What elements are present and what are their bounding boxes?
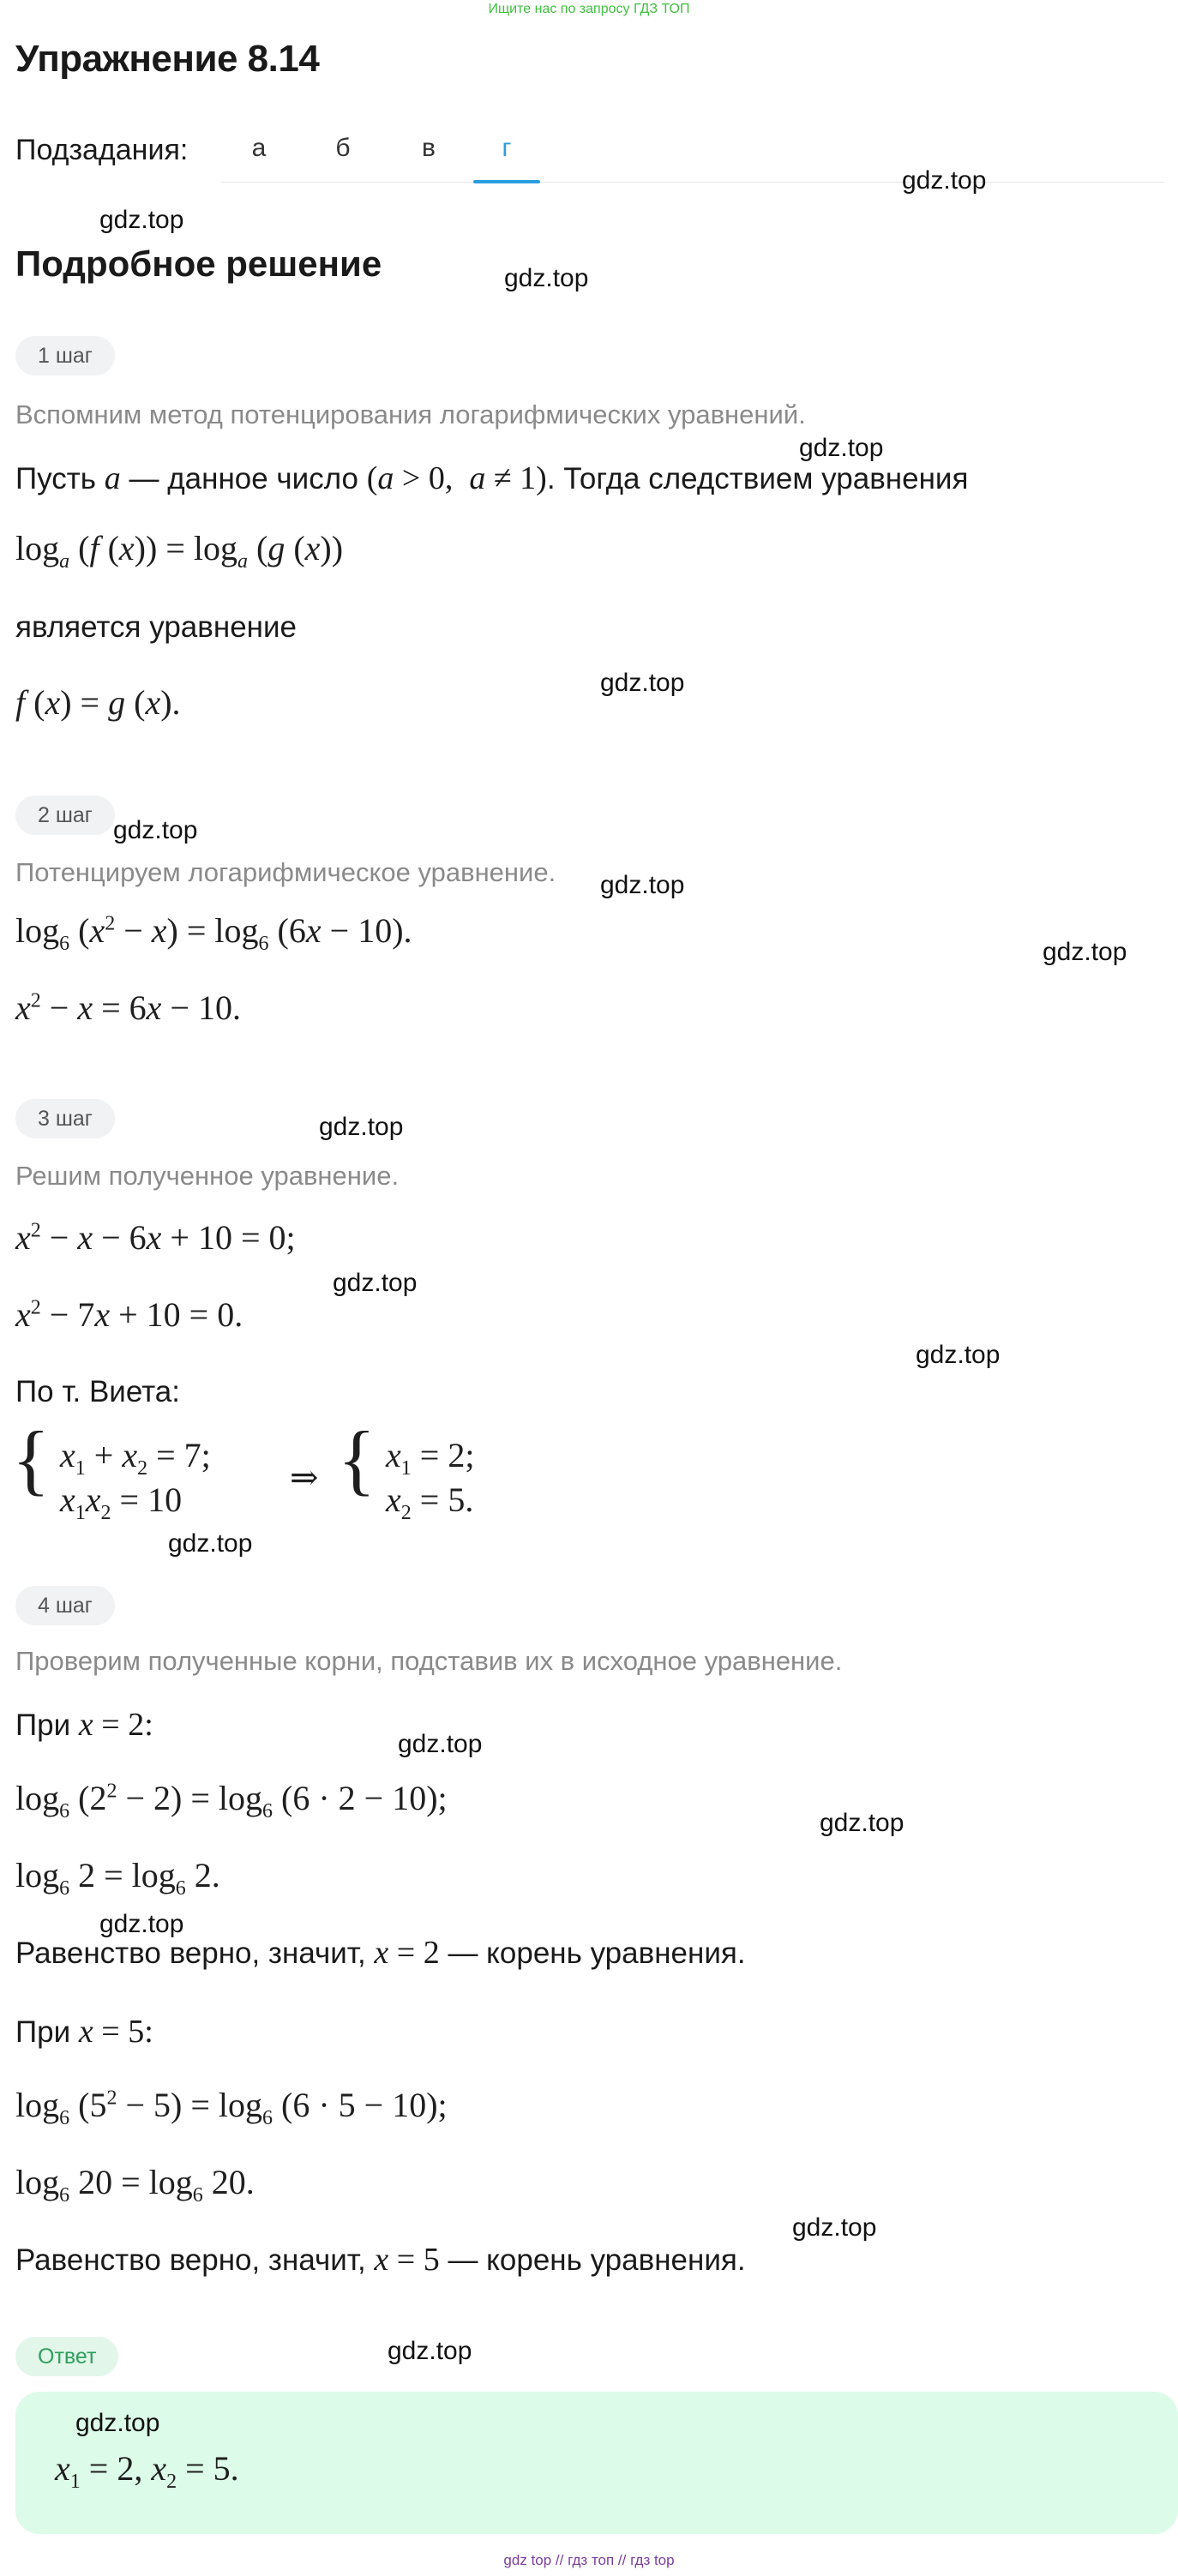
check-x2-verdict: Равенство верно, значит, x = 2 — корень уравнения.: [15, 1935, 746, 1971]
step-4-badge: 4 шаг: [15, 1586, 115, 1625]
watermark: gdz.top: [319, 1113, 404, 1141]
tab-a[interactable]: а: [251, 134, 267, 162]
step-2-badge: 2 шаг: [15, 796, 115, 835]
section-title: Подробное решение: [15, 243, 382, 284]
check-x5-verdict: Равенство верно, значит, x = 5 — корень уравнения.: [15, 2242, 746, 2278]
step-4-hint: Проверим полученные корни, подставив их в исходное уравнение.: [15, 1646, 843, 1676]
step-1-badge: 1 шаг: [15, 336, 115, 375]
watermark: gdz.top: [1043, 938, 1127, 966]
watermark: gdz.top: [820, 1809, 905, 1837]
vieta-sum: $x_1 + x_2 = 7$;: [60, 1436, 211, 1480]
check-x2-result: $\log_6 2 = \log_6 2$.: [15, 1856, 220, 1900]
watermark: gdz.top: [113, 816, 198, 844]
watermark: gdz.top: [799, 434, 884, 462]
equation-log-general: $\log_a (f$ $(x)) = \log_a (g$ (x)): [15, 529, 344, 573]
watermark: gdz.top: [99, 1910, 184, 1938]
check-x2-label: При x = 2:: [15, 1707, 153, 1743]
tabs-divider: [221, 182, 1164, 183]
check-x5-equation: $\log_6 (5^2 - 5) = \log_6 (6 \cdot 5 - 10)$;: [15, 2086, 448, 2129]
check-x5-result: $\log_6 20 = \log_6 20$.: [15, 2163, 255, 2207]
equation-simplified: $x^2 - 7x + 10 = 0$.: [15, 1295, 243, 1334]
page-title: Упражнение 8.14: [15, 38, 320, 80]
top-note: Ищите нас по запросу ГДЗ ТОП: [488, 2, 690, 16]
answer-value: $x_1 = 2$, $x_2 = 5$.: [55, 2449, 239, 2493]
tab-g[interactable]: г: [502, 134, 512, 162]
subtasks-label: Подзадания:: [15, 134, 189, 166]
system-brace-right: {: [338, 1415, 376, 1503]
watermark: gdz.top: [600, 669, 685, 697]
watermark: gdz.top: [916, 1341, 1001, 1369]
root-x2: $x_2 = 5$.: [386, 1480, 474, 1524]
watermark: gdz.top: [600, 871, 685, 899]
watermark: gdz.top: [333, 1269, 418, 1297]
check-x5-label: При x = 5:: [15, 2014, 153, 2050]
watermark: gdz.top: [75, 2409, 160, 2437]
watermark: gdz.top: [902, 166, 987, 195]
step-2-hint: Потенцируем логарифмическое уравнение.: [15, 857, 556, 887]
tab-b[interactable]: б: [335, 134, 351, 162]
active-tab-indicator: [473, 180, 540, 183]
watermark: gdz.top: [168, 1529, 253, 1558]
step-1-intro: Пусть a — данное число (a > 0, a ≠ 1). Тогда следствием уравнения: [15, 460, 969, 496]
watermark: gdz.top: [99, 206, 184, 234]
vieta-product: $x_1x_2 = 10$: [60, 1480, 183, 1524]
equation-expanded: $x^2 - x - 6x + 10 = 0$;: [15, 1218, 296, 1257]
vieta-label: По т. Виета:: [15, 1375, 180, 1408]
equation-quadratic: $x^2 - x = 6x - 10$.: [15, 988, 241, 1027]
watermark: gdz.top: [398, 1730, 483, 1758]
tab-v[interactable]: в: [422, 134, 436, 162]
watermark: gdz.top: [792, 2213, 877, 2242]
step-1-hint: Вспомним метод потенцирования логарифмических уравнений.: [15, 399, 806, 429]
check-x2-equation: $\log_6 (2^2 - 2) = \log_6 (6 \cdot 2 - 10)$;: [15, 1779, 448, 1822]
equation-log6: $\log_6 (x^2 - x) = \log_6 (6x - 10)$.: [15, 911, 412, 955]
implies-arrow: ⇒: [290, 1458, 319, 1497]
step-3-hint: Решим полученное уравнение.: [15, 1161, 400, 1191]
watermark: gdz.top: [388, 2337, 472, 2365]
root-x1: $x_1 = 2$;: [386, 1436, 475, 1480]
step-3-badge: 3 шаг: [15, 1099, 115, 1138]
footer: gdz top // гдз топ // гдз top: [503, 2552, 675, 2568]
equation-fx-gx: f (x) = g (x).: [15, 683, 181, 722]
answer-badge: Ответ: [15, 2337, 118, 2376]
step-1-then: является уравнение: [15, 610, 298, 644]
system-brace-left: {: [12, 1415, 51, 1503]
watermark: gdz.top: [504, 264, 589, 292]
